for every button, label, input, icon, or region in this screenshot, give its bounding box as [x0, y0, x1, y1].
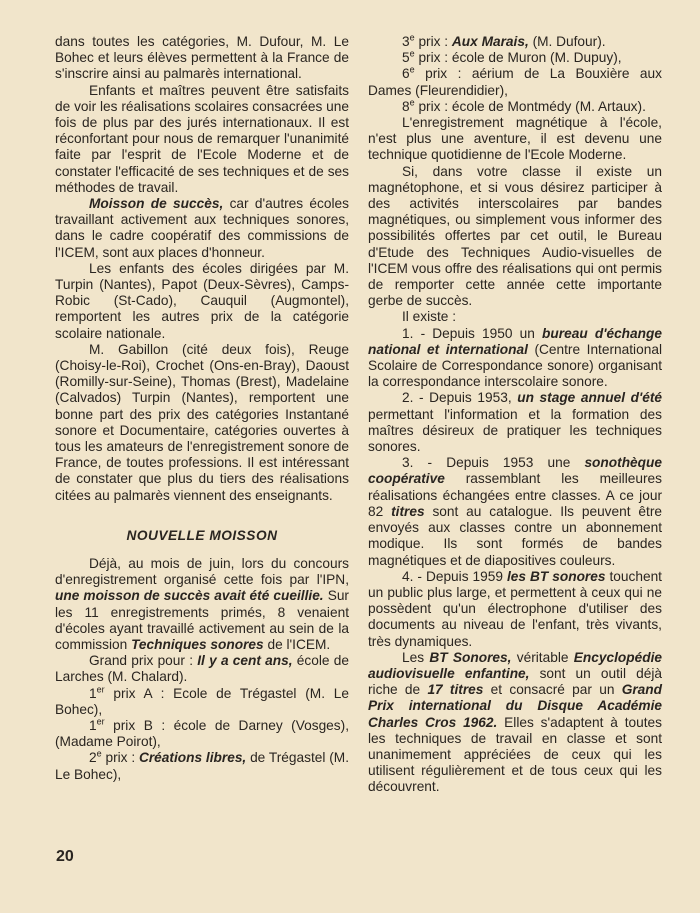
emphasis: Créations libres, — [138, 750, 247, 766]
emphasis: 17 titres — [427, 682, 484, 698]
text: 4. - Depuis 1959 — [402, 568, 507, 584]
text: 2. - Depuis 1953, — [402, 390, 518, 406]
ordinal: 1 — [89, 685, 97, 701]
emphasis: les BT sonores — [506, 568, 606, 584]
text: rassemblant les meilleures réalisations échangées entre classes. A ce jour 82 — [368, 471, 662, 519]
ordinal-suffix: e — [409, 48, 415, 59]
text: 1. - Depuis 1950 un — [402, 325, 543, 341]
emphasis: Techniques sonores — [131, 636, 264, 652]
prize-line — [55, 750, 349, 782]
ordinal: 1 — [89, 717, 97, 733]
ordinal: 8 — [402, 98, 410, 114]
text: Sur les 11 enregistrements primés, 8 venaient d'écoles ayant travaillé activement au sein de la commission — [55, 588, 349, 652]
ordinal-suffix: er — [96, 683, 105, 694]
ordinal-suffix: e — [409, 64, 415, 75]
text: permettant l'information et la formation des maîtres désireux de pratiquer les techniques sonores. — [368, 406, 662, 455]
text: prix : aérium de La Bouxière aux Dames (Fleurendidier), — [368, 66, 662, 98]
text: sont un outil déjà riche de — [368, 665, 662, 698]
text: Les — [402, 649, 430, 665]
text: prix : — [101, 750, 139, 766]
text: véritable — [511, 649, 574, 665]
emphasis: Aux Marais, — [451, 34, 529, 49]
text: et consacré par un — [483, 682, 622, 698]
ordinal-suffix: e — [409, 97, 415, 108]
emphasis: Il y a cent ans, — [197, 653, 293, 669]
prize-line — [55, 683, 349, 718]
text: 3. - Depuis 1953 une — [402, 455, 585, 471]
text: (Centre International Scolaire de Correspondance sonore) organisant la correspondance interscolaire sonore. — [368, 341, 662, 390]
text: prix : école de Muron (M. Dupuy), — [414, 50, 622, 66]
right-column — [368, 34, 662, 796]
text: prix : école de Montmédy (M. Artaux). — [414, 98, 646, 114]
paragraph: Les enfants des écoles dirigées par M. Turpin (Nantes), Papot (Deux-Sèvres), Camps-Robic (St-Cado), Cauquil (Augmontel), remportent les autres prix de la catégorie scolaire nationale. — [55, 260, 349, 341]
text: prix : — [414, 34, 452, 49]
paragraph: Si, dans votre classe il existe un magnétophone, et si vous désirez participer à des activités interscolaires par bandes magnétiques, ou simplement vous informer des possibilités offertes par cet outil, le Bureau d'Etude des Techniques Audio-visuelles de l'ICEM vous offre des réalisations qui ont permis de remporter cette année cette importante gerbe de succès. — [368, 163, 662, 309]
emphasis: BT Sonores, — [429, 649, 512, 665]
text: prix B : école de Darney (Vosges), (Madame Poirot), — [55, 717, 349, 750]
paragraph: M. Gabillon (cité deux fois), Reuge (Choisy-le-Roi), Crochet (Ons-en-Bray), Daoust (Romilly-sur-Seine), Thomas (Brest), Madelaine (Calvados) Turpin (Nantes), remportent une bonne part des prix des catégories Instantané sonore et Documentaire, catégories ouvertes à tous les amateurs de l'enregistrement sonore de France, de toutes professions. Il est intéressant de constater que plus du tiers des réalisations citées au palmarès viennent des enseignants. — [55, 341, 349, 503]
emphasis: Moisson de succès, — [89, 196, 224, 212]
paragraph: dans toutes les catégories, M. Dufour, M. Le Bohec et leurs élèves permettent à la France de s'inscrire ainsi au palmarès international. — [55, 34, 349, 82]
text: touchent un public plus large, et permettent à ceux qui ne possèdent qu'un électrophone d'utiliser des documents au niveau de l'enfant, très vivants, très dynamiques. — [368, 568, 662, 649]
text: Déjà, au mois de juin, lors du concours d'enregistrement organisé cette fois par l'IPN, — [55, 555, 349, 588]
emphasis: Grand Prix international du Disque Académie Charles Cros 1962. — [368, 682, 663, 730]
section-heading: NOUVELLE MOISSON — [126, 527, 278, 543]
text: Grand prix pour : — [89, 653, 198, 669]
emphasis: Encyclopédie audiovisuelle enfantine, — [368, 649, 662, 681]
emphasis: sonothèque coopérative — [368, 455, 662, 487]
list-item — [368, 390, 662, 455]
prize-line — [368, 66, 662, 98]
page-number: 20 — [56, 848, 74, 865]
ordinal-suffix: er — [96, 716, 105, 727]
paragraph — [55, 556, 349, 653]
ordinal: 3 — [402, 34, 410, 49]
paragraph: Il existe : — [402, 309, 457, 325]
paragraph — [368, 650, 662, 796]
text: sont au catalogue. Ils peuvent être envoyés aux classes contre un abonnement modique. Ils sont formés de bandes magnétiques et de diapositives couleurs. — [368, 503, 662, 568]
prize-line — [368, 99, 662, 115]
text: de Trégastel (M. Le Bohec), — [55, 750, 349, 782]
list-item — [368, 569, 662, 650]
ordinal-suffix: e — [96, 748, 102, 759]
ordinal: 2 — [89, 750, 97, 766]
paragraph: L'enregistrement magnétique à l'école, n'est plus une aventure, il est devenu une technique quotidienne de l'Ecole Moderne. — [368, 115, 662, 163]
list-item — [368, 326, 662, 391]
text: car d'autres écoles travaillant activement aux techniques sonores, dans le cadre coopératif des commissions de l'ICEM, sont aux places d'honneur. — [55, 196, 349, 260]
emphasis: bureau d'échange national et international — [368, 325, 662, 357]
text: prix A : Ecole de Trégastel (M. Le Bohec), — [55, 685, 349, 717]
prize-line — [55, 718, 349, 750]
emphasis: un stage annuel d'été — [517, 390, 662, 406]
left-column — [55, 34, 349, 783]
list-item — [368, 455, 662, 568]
ordinal: 5 — [402, 50, 410, 66]
text: de l'ICEM. — [263, 636, 331, 652]
text: (M. Dufour). — [528, 34, 606, 49]
prize-line — [55, 653, 349, 685]
ordinal-suffix: e — [409, 32, 415, 43]
paragraph — [55, 196, 349, 261]
text: Elles s'adaptent à toutes les techniques de travail en classe et sont unanimement appréciées de ceux qui les utilisent régulièrement et de tous ceux qui les découvrent. — [368, 714, 662, 795]
emphasis: titres — [391, 503, 425, 519]
paragraph: Enfants et maîtres peuvent être satisfaits de voir les réalisations scolaires consacrées une fois de plus par des jurés internationaux. Il est réconfortant pour nous de remarquer l'unanimité faite par l'esprit de l'Ecole Moderne et de constater l'efficacité de ses techniques et de ses méthodes de travail. — [55, 82, 349, 195]
ordinal: 6 — [402, 66, 410, 82]
emphasis: une moisson de succès avait été cueillie. — [55, 588, 324, 604]
text: école de Larches (M. Chalard). — [55, 653, 349, 685]
